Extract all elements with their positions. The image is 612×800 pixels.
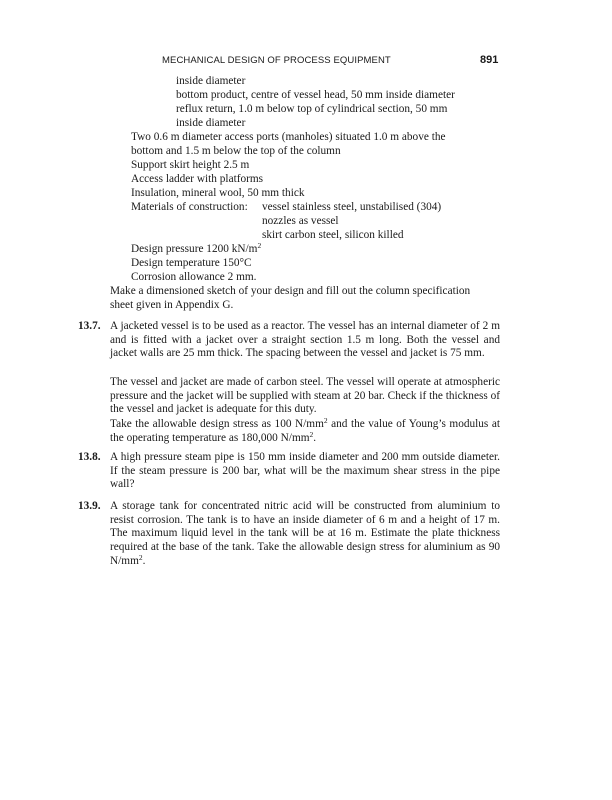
problem-13-8-text: A high pressure steam pipe is 150 mm inside diameter and 200 mm outside diameter. If the steam pressure is 200 bar, what will be the maximum shear stress in the pipe wall? — [110, 451, 500, 491]
problem-13-7-para-2: The vessel and jacket are made of carbon steel. The vessel will operate at atmospheric pressure and the jacket will be supplied with steam at 20 bar. Check if the thickness of the vessel and jacket is adequate for this duty. — [110, 376, 500, 416]
design-pressure: Design pressure 1200 $kN/m^2$ — [131, 241, 262, 255]
support-skirt: Support skirt height 2.5 m — [131, 159, 250, 171]
corrosion-allowance: Corrosion allowance 2 mm. — [131, 271, 257, 283]
design-temperature: Design temperature 150°C — [131, 257, 252, 269]
materials-skirt: skirt carbon steel, silicon killed — [262, 229, 404, 241]
instruction-line-2: sheet given in Appendix G. — [110, 299, 234, 311]
problem-13-7-para-3: Take the allowable design stress as 100 $N/mm^2$ and the value of Young’s modulus at the operating temperature as 180,000 $N/mm^2$. — [110, 416, 500, 444]
page-header — [0, 55, 612, 71]
materials-label: Materials of construction: — [131, 201, 248, 213]
access-ports-line-2: bottom and 1.5 m below the top of the column — [131, 145, 341, 157]
access-ladder: Access ladder with platforms — [131, 173, 264, 185]
instruction-line-1: Make a dimensioned sketch of your design and fill out the column specification — [110, 285, 471, 297]
nozzle-line-4: inside diameter — [176, 117, 246, 129]
nozzle-line-2: bottom product, centre of vessel head, 50 mm inside diameter — [176, 89, 455, 101]
running-head: MECHANICAL DESIGN OF PROCESS EQUIPMENT — [162, 55, 391, 66]
nozzle-line-1: inside diameter — [176, 75, 246, 87]
materials-vessel: vessel stainless steel, unstabilised (304) — [262, 201, 442, 213]
page-number: 891 — [480, 54, 499, 66]
materials-nozzles: nozzles as vessel — [262, 215, 339, 227]
problem-13-9-number: 13.9. — [78, 500, 101, 512]
problem-13-9-text: A storage tank for concentrated nitric acid will be constructed from aluminium to resist corrosion. The tank is to have an inside diameter of 6 m and a height of 17 m. The maximum liquid level in the tank will be at 16 m. Estimate the plate thickness required at the base of the tank. Take the allowable design stress for aluminium as 90 $N/mm^2$. — [110, 500, 500, 567]
problem-13-7-number: 13.7. — [78, 320, 101, 332]
problem-13-7-para-1: A jacketed vessel is to be used as a reactor. The vessel has an internal diameter of 2 m and is fitted with a jacket over a straight section 1.5 m long. Both the vessel and jacket walls are 25 mm thick. The spacing between the vessel and jacket is 75 mm. — [110, 320, 500, 360]
access-ports-line-1: Two 0.6 m diameter access ports (manholes) situated 1.0 m above the — [131, 131, 446, 143]
nozzle-line-3: reflux return, 1.0 m below top of cylindrical section, 50 mm — [176, 103, 448, 115]
problem-13-8-number: 13.8. — [78, 451, 101, 463]
insulation: Insulation, mineral wool, 50 mm thick — [131, 187, 305, 199]
